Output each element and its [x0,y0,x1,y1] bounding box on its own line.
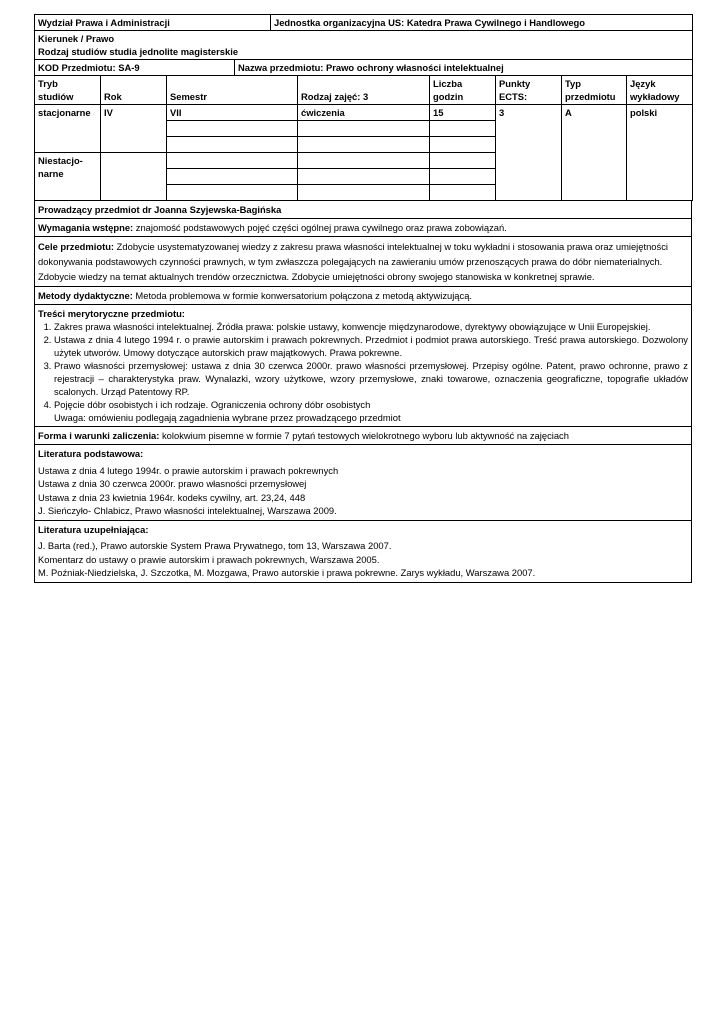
tryb-stacjonarne: stacjonarne [35,105,101,153]
rodzaj-value: ćwiczenia [298,105,430,121]
faculty-cell: Wydział Prawa i Administracji [35,15,271,31]
col-rok: Rok [101,76,167,105]
requirements-text: znajomość podstawowych pojęć części ogólnej prawa cywilnego oraz prawa zobowiązań. [133,222,507,233]
col-tryb-l1: Tryb [38,78,58,89]
empty-cell [298,185,430,201]
empty-cell [167,185,298,201]
list-item: 3. Prawo własności przemysłowej: ustawa z dnia 30 czerwca 2000r. prawo własności przemysłowej. Przepisy ogólne. Patent, prawo ochronne, prawo z rejestracji – charakterystyka praw. Wynalazki, wzory użytkowe, wzory przemysłowe, znaki towarowe, oznaczenia geograficzne, topografie układów scalonych. Urząd Patentowy RP. [54,359,688,398]
literature-basic [35,445,692,521]
assessment-label: Forma i warunki zaliczenia: [38,430,160,441]
goals [35,237,692,287]
header-table [34,14,693,60]
col-tryb-l2: studiów [38,91,74,102]
assessment-text: kolokwium pisemne w formie 7 pytań testowych wielokrotnego wyboru lub aktywność na zajęciach [159,430,569,441]
col-rodzaj: Rodzaj zajęć: 3 [298,76,430,105]
col-typ-l1: Typ [565,78,581,89]
list-item: Komentarz do ustawy o prawie autorskim i prawach pokrewnych, Warszawa 2005. [38,553,380,565]
content-note: Uwaga: omówieniu podlegają zagadnienia wybrane przez prowadzącego przedmiot [54,412,401,423]
col-jezyk-l1: Język [630,78,656,89]
list-item: Ustawa z dnia 23 kwietnia 1964r. kodeks cywilny, art. 23,24, 448 [38,491,306,503]
requirements [35,219,692,237]
col-liczba-l1: Liczba [433,78,463,89]
syllabus-sheet [34,14,692,583]
list-item: J. Sieńczyło- Chlabicz, Prawo własności intelektualnej, Warszawa 2009. [38,505,337,516]
empty-cell [298,121,430,137]
literature-basic-label: Literatura podstawowa: [38,448,144,459]
empty-cell [430,153,496,169]
list-item: 1. Zakres prawa własności intelektualnej. Źródła prawa: polskie ustawy, konwencje międzynarodowe, dyrektywy obowiązujące w Unii Europejskiej. [54,320,688,333]
punkty-value: 3 [496,105,562,201]
list-item: 4. Pojęcie dóbr osobistych i ich rodzaje. Ograniczenia ochrony dóbr osobistych [54,398,688,411]
empty-cell [167,137,298,153]
content-label: Treści merytoryczne przedmiotu: [38,308,185,319]
jezyk-value: polski [627,105,693,201]
col-tryb [35,76,101,105]
study-type-text: Rodzaj studiów studia jednolite magisterskie [38,46,239,57]
list-item: 2. Ustawa z dnia 4 lutego 1994 r. o prawie autorskim i prawach pokrewnych. Przedmiot i podmiot prawa autorskiego. Treść prawa autorskiego. Dozwolony użytek utworów. Umowy dotyczące autorskich praw majątkowych. Prawa pokrewne. [54,333,688,359]
col-typ-l2: przedmiotu [565,91,616,102]
empty-cell [167,121,298,137]
assessment [35,427,692,445]
direction-cell [35,31,693,60]
study-grid [34,76,693,201]
goals-label: Cele przedmiotu: [38,241,115,252]
tryb-niestacjonarne-l2: narne [38,168,64,179]
col-jezyk-l2: wykładowy [630,91,680,102]
content-list [38,320,688,411]
empty-cell [167,153,298,169]
col-liczba [430,76,496,105]
methods [35,287,692,305]
empty-cell [430,137,496,153]
literature-extra-label: Literatura uzupełniająca: [38,523,149,535]
col-jezyk [627,76,693,105]
col-typ [562,76,627,105]
rok-value: IV [101,105,167,153]
empty-cell [298,153,430,169]
list-item: M. Poźniak-Niedzielska, J. Szczotka, M. Mozgawa, Prawo autorskie i prawa pokrewne. Zarys wykładu, Warszawa 2007. [38,567,536,578]
goals-text: Zdobycie usystematyzowanej wiedzy z zakresu prawa własności intelektualnej w toku wykładni i stosowania prawa oraz umiejętności dokonywania podstawowych czynności prawnych, w tym zwłaszcza polegających na zawieraniu umów przenoszących prawa do dóbr niematerialnych. Zdobycie wiedzy na temat aktualnych trendów orzecznictwa. Zdobycie umiejętności obrony swojego stanowiska w konkretnej sprawie. [38,241,668,282]
requirements-label: Wymagania wstępne: [38,222,134,233]
methods-label: Metody dydaktyczne: [38,290,133,301]
col-punkty-l2: ECTS: [499,91,528,102]
typ-value: A [562,105,627,201]
empty-cell [430,121,496,137]
empty-cell [298,169,430,185]
methods-text: Metoda problemowa w formie konwersatorium połączona z metodą aktywizującą. [132,290,473,301]
literature-extra [35,520,692,582]
empty-cell [101,153,167,201]
col-semestr: Semestr [167,76,298,105]
liczba-value: 15 [430,105,496,121]
content [35,305,692,427]
code-table [34,60,693,76]
col-punkty [496,76,562,105]
empty-cell [167,169,298,185]
code-cell: KOD Przedmiotu: SA-9 [35,60,235,76]
tryb-niestacjonarne-l1: Niestacjo- [38,155,83,166]
empty-cell [430,185,496,201]
tryb-niestacjonarne [35,153,101,201]
direction-text: Kierunek / Prawo [38,33,115,44]
semestr-value: VII [167,105,298,121]
col-punkty-l1: Punkty [499,78,531,89]
subject-cell: Nazwa przedmiotu: Prawo ochrony własności intelektualnej [235,60,693,76]
empty-cell [430,169,496,185]
col-liczba-l2: godzin [433,91,464,102]
list-item: J. Barta (red.), Prawo autorskie System Prawa Prywatnego, tom 13, Warszawa 2007. [38,540,392,551]
list-item: Ustawa z dnia 4 lutego 1994r. o prawie autorskim i prawach pokrewnych [38,464,339,476]
list-item: Ustawa z dnia 30 czerwca 2000r. prawo własności przemysłowej [38,478,307,489]
empty-cell [298,137,430,153]
lecturer: Prowadzący przedmiot dr Joanna Szyjewska-Bagińska [35,201,692,219]
sections-table [34,201,692,583]
unit-cell: Jednostka organizacyjna US: Katedra Prawa Cywilnego i Handlowego [271,15,693,31]
